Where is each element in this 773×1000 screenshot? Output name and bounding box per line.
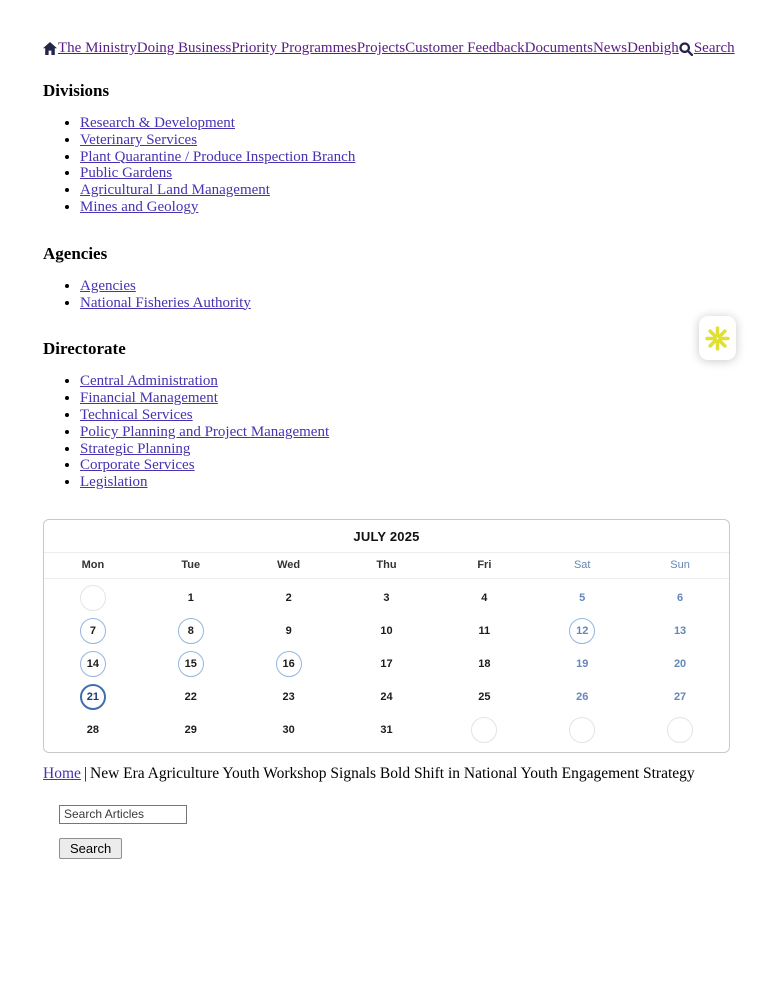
nav-link-label: Doing Business <box>136 40 232 56</box>
nav-link-denbigh[interactable] <box>627 40 679 57</box>
nav-link-label: Customer Feedback <box>405 40 525 56</box>
calendar-day[interactable]: 6 <box>677 592 684 605</box>
calendar-day[interactable]: 20 <box>673 658 687 671</box>
calendar-day[interactable]: 2 <box>285 592 292 605</box>
list-item <box>80 295 730 312</box>
calendar-day-cell <box>240 714 338 747</box>
calendar-day[interactable]: 27 <box>673 691 687 704</box>
list-item <box>80 457 730 474</box>
breadcrumb-home-link[interactable]: Home <box>43 764 81 782</box>
link-agricultural-land-management[interactable]: Agricultural Land Management <box>80 182 270 199</box>
calendar-day[interactable]: 28 <box>86 724 100 737</box>
calendar-day[interactable]: 29 <box>184 724 197 737</box>
calendar-day[interactable]: 15 <box>178 651 204 677</box>
calendar-day[interactable]: 25 <box>478 691 491 704</box>
floating-widget-button[interactable] <box>699 316 736 360</box>
calendar-day[interactable]: 13 <box>673 625 687 638</box>
calendar-day[interactable]: 22 <box>184 691 197 704</box>
link-public-gardens[interactable]: Public Gardens <box>80 165 173 182</box>
link-veterinary-services[interactable]: Veterinary Services <box>80 131 198 148</box>
calendar-day-cell <box>435 615 533 648</box>
nav-link-the-ministry[interactable] <box>43 40 137 57</box>
nav-link-label: Priority Programmes <box>231 40 357 56</box>
calendar-day-cell <box>533 615 631 648</box>
calendar-empty-circle <box>80 585 106 611</box>
calendar-day-cell <box>338 681 436 714</box>
nav-link-label: Denbigh <box>627 40 679 56</box>
section-title-directorate: Directorate <box>43 339 126 359</box>
link-plant-quarantine-produce-inspection-branch[interactable]: Plant Quarantine / Produce Inspection Branch <box>80 148 356 165</box>
calendar-day[interactable]: 8 <box>178 618 204 644</box>
top-nav <box>43 40 735 57</box>
calendar-day-header-sun: Sun <box>670 558 690 571</box>
link-central-administration[interactable]: Central Administration <box>80 373 218 390</box>
link-agencies[interactable]: Agencies <box>80 277 136 294</box>
list-item <box>80 373 730 390</box>
nav-link-search[interactable] <box>679 40 735 57</box>
breadcrumb-separator: | <box>83 764 87 782</box>
calendar-day[interactable]: 17 <box>380 658 393 671</box>
calendar-day[interactable]: 4 <box>481 592 488 605</box>
calendar-day-cell <box>142 681 240 714</box>
calendar-empty-circle <box>471 717 497 743</box>
link-strategic-planning[interactable]: Strategic Planning <box>80 440 191 457</box>
calendar-day-cell <box>240 681 338 714</box>
calendar-day[interactable]: 19 <box>576 658 589 671</box>
sections <box>43 81 730 491</box>
calendar-day-header-tue: Tue <box>181 558 201 571</box>
asterisk-icon <box>704 325 731 352</box>
list-item <box>80 424 730 441</box>
nav-link-projects[interactable] <box>357 40 405 57</box>
calendar-day-cell <box>631 582 729 615</box>
calendar-day-cell <box>44 714 142 747</box>
calendar-day-cell <box>338 582 436 615</box>
calendar-day[interactable]: 5 <box>579 592 586 605</box>
section-list-divisions <box>43 115 730 216</box>
list-item <box>80 115 730 132</box>
calendar-day-cell <box>435 681 533 714</box>
nav-link-label: Projects <box>356 40 406 56</box>
list-item <box>80 182 730 199</box>
calendar-day-header-fri: Fri <box>477 558 492 571</box>
nav-link-documents[interactable] <box>525 40 593 57</box>
link-financial-management[interactable]: Financial Management <box>80 390 218 407</box>
section-list-directorate <box>43 373 730 491</box>
breadcrumb-article-title: New Era Agriculture Youth Workshop Signals Bold Shift in National Youth Engagement Strategy <box>90 764 695 782</box>
calendar-empty-cell <box>631 714 729 747</box>
list-item <box>80 390 730 407</box>
calendar-day[interactable]: 30 <box>282 724 295 737</box>
calendar-day-cell <box>338 648 436 681</box>
calendar-day-header-wed: Wed <box>277 558 301 571</box>
calendar-day-cell <box>44 681 142 714</box>
calendar-day-cell <box>435 582 533 615</box>
calendar-day-cell <box>142 648 240 681</box>
calendar-day-header-mon: Mon <box>81 558 105 571</box>
calendar-empty-circle <box>667 717 693 743</box>
calendar-day[interactable]: 7 <box>80 618 106 644</box>
nav-link-doing-business[interactable] <box>137 40 232 57</box>
list-item <box>80 407 730 424</box>
section-title-divisions: Divisions <box>43 81 110 100</box>
calendar-day-cell <box>338 714 436 747</box>
list-item <box>80 199 730 216</box>
calendar-day[interactable]: 24 <box>380 691 393 704</box>
article-search-button[interactable]: Search <box>59 838 122 859</box>
nav-link-news[interactable] <box>593 40 627 57</box>
nav-link-label: The Ministry <box>58 40 137 56</box>
nav-link-priority-programmes[interactable] <box>231 40 356 57</box>
article-search-input[interactable] <box>59 805 187 824</box>
section-list-agencies <box>43 278 730 312</box>
calendar-day-cell <box>142 615 240 648</box>
calendar-day[interactable]: 12 <box>569 618 595 644</box>
calendar-day-cell <box>240 615 338 648</box>
calendar-empty-cell <box>44 582 142 615</box>
calendar-day[interactable]: 1 <box>187 592 194 605</box>
calendar-day-cell <box>44 615 142 648</box>
calendar-day-cell <box>533 582 631 615</box>
calendar-day-cell <box>338 615 436 648</box>
calendar-day-cell <box>533 648 631 681</box>
calendar-day-cell <box>44 648 142 681</box>
calendar-title: JULY 2025 <box>44 520 729 553</box>
calendar-day-headers <box>44 553 729 579</box>
link-mines-and-geology[interactable]: Mines and Geology <box>80 198 199 215</box>
calendar-day-cell <box>240 582 338 615</box>
nav-link-customer-feedback[interactable] <box>405 40 525 57</box>
calendar <box>43 519 730 753</box>
list-item <box>80 474 730 491</box>
calendar-day[interactable]: 3 <box>383 592 390 605</box>
calendar-empty-cell <box>435 714 533 747</box>
calendar-day-cell <box>240 648 338 681</box>
link-policy-planning-and-project-management[interactable]: Policy Planning and Project Management <box>80 423 330 440</box>
calendar-day[interactable]: 23 <box>282 691 295 704</box>
nav-link-label: Search <box>693 40 735 56</box>
calendar-empty-circle <box>569 717 595 743</box>
calendar-day[interactable]: 31 <box>380 724 393 737</box>
home-icon <box>43 42 57 55</box>
link-research-development[interactable]: Research & Development <box>80 115 235 131</box>
calendar-day[interactable]: 26 <box>576 691 589 704</box>
breadcrumb <box>43 765 730 783</box>
calendar-grid <box>44 579 729 752</box>
section-title-agencies: Agencies <box>43 243 108 263</box>
calendar-day-cell <box>631 681 729 714</box>
calendar-day[interactable]: 9 <box>285 625 292 638</box>
list-item <box>80 165 730 182</box>
calendar-day-cell <box>631 648 729 681</box>
list-item <box>80 149 730 166</box>
link-corporate-services[interactable]: Corporate Services <box>80 457 195 474</box>
link-national-fisheries-authority[interactable]: National Fisheries Authority <box>80 294 251 311</box>
calendar-day-header-sat: Sat <box>573 558 591 571</box>
calendar-day[interactable]: 21 <box>80 684 106 710</box>
list-item <box>80 132 730 149</box>
nav-link-label: Documents <box>524 40 593 56</box>
calendar-day-cell <box>142 582 240 615</box>
list-item <box>80 278 730 295</box>
article-search-form <box>59 805 730 859</box>
calendar-day-cell <box>533 681 631 714</box>
link-legislation[interactable]: Legislation <box>80 474 148 491</box>
calendar-day-cell <box>142 714 240 747</box>
calendar-day-cell <box>435 648 533 681</box>
link-technical-services[interactable]: Technical Services <box>80 406 193 423</box>
calendar-day-header-thu: Thu <box>376 558 397 571</box>
nav-link-label: News <box>592 40 628 56</box>
calendar-day[interactable]: 14 <box>80 651 106 677</box>
calendar-day[interactable]: 18 <box>478 658 491 671</box>
calendar-day[interactable]: 16 <box>276 651 302 677</box>
calendar-day-cell <box>631 615 729 648</box>
list-item <box>80 441 730 458</box>
calendar-empty-cell <box>533 714 631 747</box>
search-icon <box>679 42 693 56</box>
calendar-day[interactable]: 11 <box>478 625 491 638</box>
calendar-day[interactable]: 10 <box>380 625 393 638</box>
